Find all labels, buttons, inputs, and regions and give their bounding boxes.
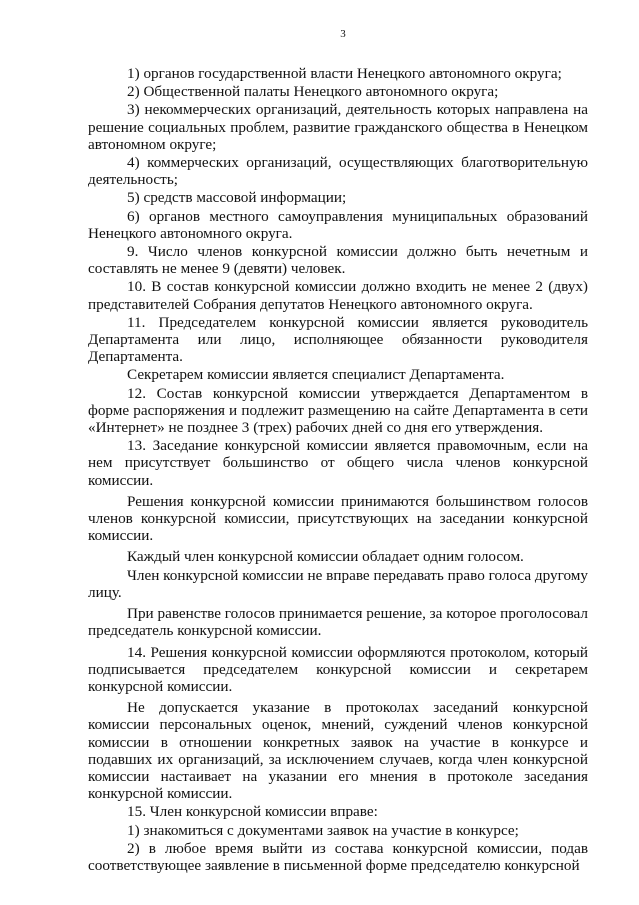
paragraph: 1) знакомиться с документами заявок на участие в конкурсе;	[127, 821, 519, 839]
paragraph: 11. Председателем конкурсной комиссии является руководитель Департамента или лицо, исполняющее обязанности руководителя Департамента.	[88, 313, 588, 366]
paragraph: 15. Член конкурсной комиссии вправе:	[127, 803, 378, 821]
paragraph: 13. Заседание конкурсной комиссии является правомочным, если на нем присутствует большинство от общего числа членов конкурсной комиссии.	[88, 437, 588, 489]
paragraph: 1) органов государственной власти Ненецкого автономного округа;	[127, 65, 562, 82]
paragraph: 9. Число членов конкурсной комиссии должно быть нечетным и составлять не менее 9 (девяти) человек.	[88, 243, 588, 278]
paragraph: 5) средств массовой информации;	[127, 189, 347, 207]
paragraph: 2) в любое время выйти из состава конкурсной комиссии, подав соответствующее заявление в письменной форме председателю конкурсной	[88, 839, 588, 874]
paragraph: 6) органов местного самоуправления муниципальных образований Ненецкого автономного округа.	[88, 207, 588, 242]
paragraph: При равенстве голосов принимается решение, за которое проголосовал председатель конкурсной комиссии.	[88, 605, 589, 640]
paragraph: Секретарем комиссии является специалист Департамента.	[127, 366, 505, 384]
paragraph: 3) некоммерческих организаций, деятельность которых направлена на решение социальных проблем, развитие гражданского общества в Ненецком автономном округе;	[88, 101, 588, 153]
paragraph: 10. В состав конкурсной комиссии должно входить не менее 2 (двух) представителей Собрания депутатов Ненецкого автономного округа.	[88, 278, 588, 313]
paragraph: Каждый член конкурсной комиссии обладает одним голосом.	[127, 548, 524, 566]
paragraph: 2) Общественной палаты Ненецкого автономного округа;	[127, 83, 499, 101]
paragraph: 4) коммерческих организаций, осуществляющих благотворительную деятельность;	[88, 154, 588, 189]
paragraph: Не допускается указание в протоколах заседаний конкурсной комиссии персональных оценок, мнений, суждений членов конкурсной комиссии в отношении конкретных заявок на участие в конкурсе и подавших их организаций, за исключением случаев, когда член конкурсной комиссии настаивает на указании его мнения в протоколе заседания конкурсной комиссии.	[88, 699, 588, 803]
paragraph: Член конкурсной комиссии не вправе передавать право голоса другому лицу.	[88, 566, 588, 601]
paragraph: 14. Решения конкурсной комиссии оформляются протоколом, который подписывается председателем конкурсной комиссии и секретарем конкурсной комиссии.	[88, 643, 588, 695]
paragraph: 12. Состав конкурсной комиссии утверждается Департаментом в форме распоряжения и подлежит размещению на сайте Департамента в сети «Интернет» не позднее 3 (трех) рабочих дней со дня его утверждения.	[88, 384, 588, 437]
paragraph: Решения конкурсной комиссии принимаются большинством голосов членов конкурсной комиссии, присутствующих на заседании конкурсной комиссии.	[88, 492, 588, 545]
document-body	[88, 65, 588, 874]
page-number: 3	[340, 28, 346, 40]
